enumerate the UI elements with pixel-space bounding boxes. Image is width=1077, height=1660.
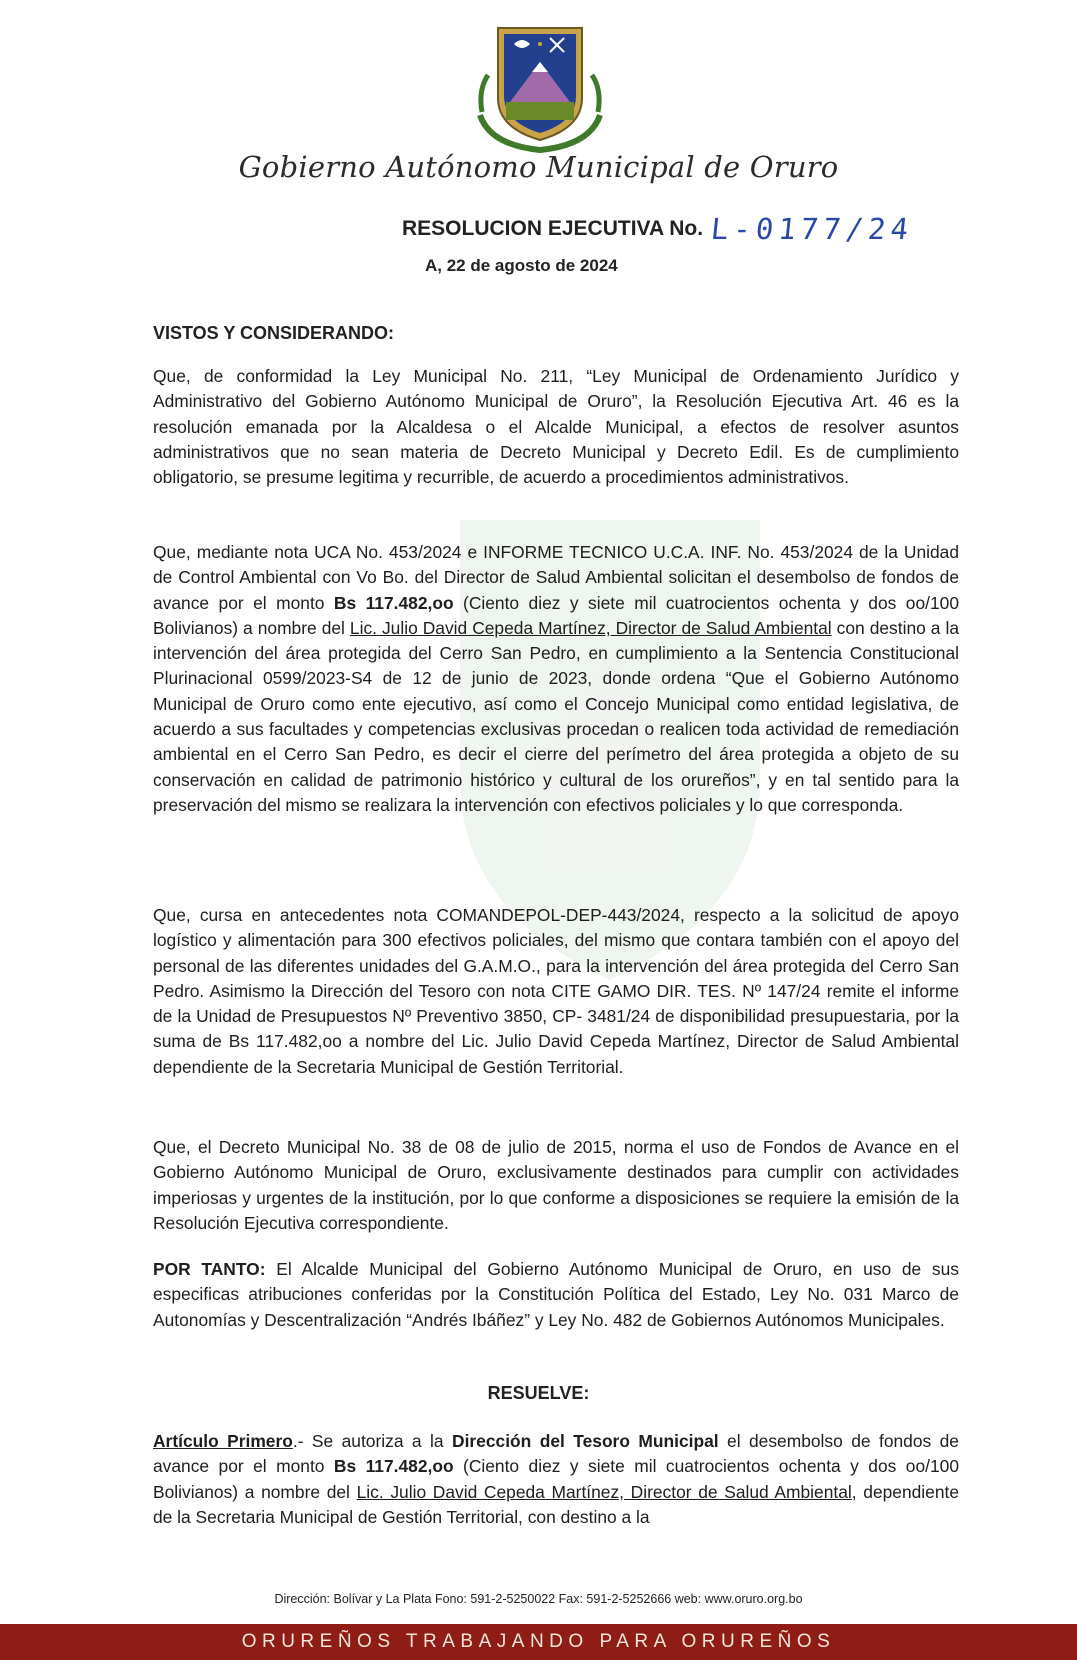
paragraph-nota-uca	[153, 540, 959, 818]
beneficiary-name: Lic. Julio David Cepeda Martínez, Director de Salud Ambiental	[349, 617, 832, 638]
por-tanto-text: El Alcalde Municipal del Gobierno Autónomo Municipal de Oruro, en uso de sus especificas atribuciones conferidas por la Constitución Política del Estado, Ley No. 031 Marco de Autonomías y Descentralización “Andrés Ibáñez” y Ley No. 482 de Gobiernos Autónomos Municipales.	[153, 1259, 959, 1330]
section-heading-vistos: VISTOS Y CONSIDERANDO:	[153, 323, 395, 343]
text-segment: con destino a la intervención del área protegida del Cerro San Pedro, en cumplimiento a la Sentencia Constitucional Plurinacional 0599/2023-S4 de 12 de junio de 2023, donde ordena “Que el Gobierno Autónomo Municipal de Oruro como ente ejecutivo, así como el Concejo Municipal como entidad legislativa, de acuerdo a sus facultades y competencias exclusivas procedan o realicen toda actividad de remediación ambiental en el Cerro San Pedro, es decir el cierre del perímetro del área protegida a objeto de su conservación en calidad de patrimonio histórico y cultural de los orureños”, y en tal sentido para la preservación del mismo se realizara la intervención con efectivos policiales y lo que corresponda.	[153, 617, 959, 815]
footer-slogan: ORUREÑOS TRABAJANDO PARA ORUREÑOS	[241, 1631, 836, 1652]
paragraph-ley-municipal: Que, de conformidad la Ley Municipal No. 211, “Ley Municipal de Ordenamiento Jurídico y Administrativo del Gobierno Autónomo Municipal de Oruro”, la Resolución Ejecutiva Art. 46 es la resolución emanada por la Alcaldesa o el Alcalde Municipal, a efectos de resolver asuntos administrativos que no sean materia de Decreto Municipal y Decreto Edil. Es de cumplimiento obligatorio, se presume legitima y recurrible, de acuerdo a procedimientos administrativos.	[153, 366, 959, 488]
government-name: Gobierno Autónomo Municipal de Oruro	[238, 150, 839, 184]
municipal-crest-icon	[470, 20, 610, 155]
beneficiary-name: Lic. Julio David Cepeda Martínez, Director de Salud Ambiental,	[356, 1481, 857, 1502]
text-segment: dependiente de la Secretaria Municipal de Gestión Territorial, con destino a la	[153, 1481, 960, 1527]
footer-band	[0, 1624, 1077, 1660]
article-first	[153, 1429, 959, 1530]
resolution-label: RESOLUCION EJECUTIVA No.	[402, 217, 704, 240]
text-segment: el desembolso de fondos de avance por el monto	[153, 1431, 959, 1477]
date-line: A, 22 de agosto de 2024	[425, 256, 618, 275]
paragraph-decreto-municipal: Que, el Decreto Municipal No. 38 de 08 de julio de 2015, norma el uso de Fondos de Avance en el Gobierno Autónomo Municipal de Oruro, exclusivamente destinados para cumplir con actividades imperiosas y urgentes de la institución, por lo que conforme a disposiciones se requiere la emisión de la Resolución Ejecutiva correspondiente.	[153, 1137, 959, 1233]
paragraph-comandepol: Que, cursa en antecedentes nota COMANDEPOL-DEP-443/2024, respecto a la solicitud de apoyo logístico y alimentación para 300 efectivos policiales, del mismo que contara también con el apoyo del personal de las diferentes unidades del G.A.M.O., para la intervención del área protegida del Cerro San Pedro. Asimismo la Dirección del Tesoro con nota CITE GAMO DIR. TES. Nº 147/24 remite el informe de la Unidad de Presupuestos Nº Preventivo 3850, CP- 3481/24 de disponibilidad presupuestaria, por la suma de Bs 117.482,oo a nombre del Lic. Julio David Cepeda Martínez, Director de Salud Ambiental dependiente de la Secretaria Municipal de Gestión Territorial.	[153, 905, 959, 1077]
resolution-header	[402, 212, 913, 252]
text-segment: .- Se autoriza a la	[292, 1431, 453, 1451]
amount: Bs 117.482,oo	[333, 592, 454, 613]
resolution-number: L-0177/24	[709, 212, 915, 246]
por-tanto-label: POR TANTO:	[153, 1259, 266, 1279]
footer-address: Dirección: Bolívar y La Plata Fono: 591-2-5250022 Fax: 591-2-5252666 web: www.oruro.org.bo	[274, 1592, 803, 1606]
section-heading-resuelve: RESUELVE:	[487, 1383, 590, 1403]
text-segment: (Ciento diez y siete mil cuatrocientos ochenta y dos oo/100 Bolivianos) a nombre del	[153, 592, 959, 638]
article-label: Artículo Primero	[153, 1431, 293, 1451]
paragraph-por-tanto	[153, 1257, 959, 1333]
amount: Bs 117.482,oo	[333, 1456, 454, 1477]
text-segment: Que, mediante nota UCA No. 453/2024 e INFORME TECNICO U.C.A. INF. No. 453/2024 de la Unidad de Control Ambiental con Vo Bo. del Director de Salud Ambiental solicitan el desembolso de fondos de avance por el monto	[153, 542, 959, 613]
text-segment: (Ciento diez y siete mil cuatrocientos ochenta y dos oo/100 Bolivianos) a nombre del	[153, 1456, 959, 1502]
entity-name: Dirección del Tesoro Municipal	[452, 1431, 719, 1451]
